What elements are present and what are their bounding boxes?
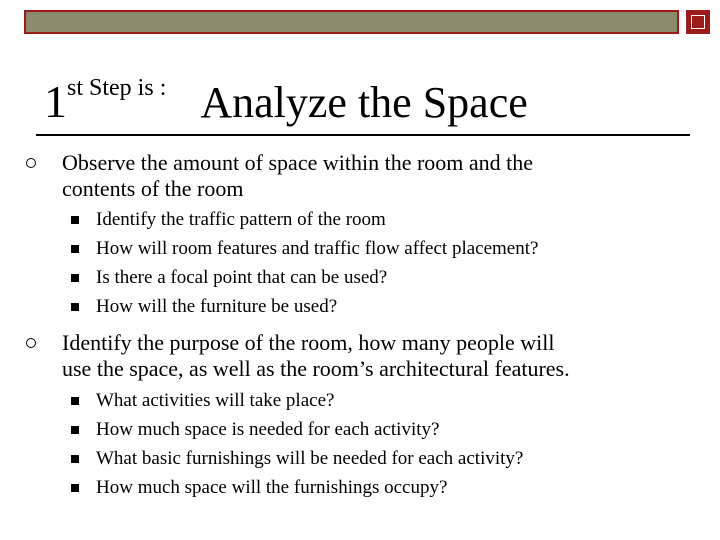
square-bullet-icon	[71, 303, 79, 311]
square-bullet-icon	[71, 245, 79, 253]
square-bullet-icon	[71, 216, 79, 224]
bullet-line: Identify the purpose of the room, how many people will	[62, 330, 555, 355]
bullet-text	[62, 150, 692, 202]
square-bullet-icon	[71, 274, 79, 282]
bullet-text	[62, 330, 692, 382]
bullet-line: Observe the amount of space within the room and the	[62, 150, 534, 175]
sub-bullet-text: How will room features and traffic flow affect placement?	[96, 238, 539, 259]
square-bullet-icon	[71, 426, 79, 434]
title-main: Analyze the Space	[200, 78, 528, 127]
sub-bullet-text: What basic furnishings will be needed for each activity?	[96, 448, 524, 469]
sub-bullet-text: How much space will the furnishings occupy?	[96, 477, 448, 498]
slide-title	[44, 76, 528, 125]
header-square-icon	[686, 10, 710, 34]
square-bullet-icon	[71, 484, 79, 492]
sub-bullet-text: Is there a focal point that can be used?	[96, 267, 388, 288]
title-step: Step is :	[83, 75, 167, 101]
title-superscript: st	[67, 75, 84, 101]
header-bar	[24, 10, 679, 34]
square-bullet-icon	[71, 397, 79, 405]
sub-bullet-text: What activities will take place?	[96, 390, 335, 411]
hollow-circle-bullet-icon	[26, 338, 36, 348]
title-divider	[36, 134, 690, 136]
sub-bullet-text: Identify the traffic pattern of the room	[96, 209, 386, 230]
sub-bullet-text: How will the furniture be used?	[96, 296, 338, 317]
bullet-line: use the space, as well as the room’s architectural features.	[62, 356, 570, 381]
bullet-line: contents of the room	[62, 176, 244, 201]
title-number: 1	[44, 76, 67, 127]
square-bullet-icon	[71, 455, 79, 463]
hollow-circle-bullet-icon	[26, 158, 36, 168]
sub-bullet-text: How much space is needed for each activity?	[96, 419, 440, 440]
